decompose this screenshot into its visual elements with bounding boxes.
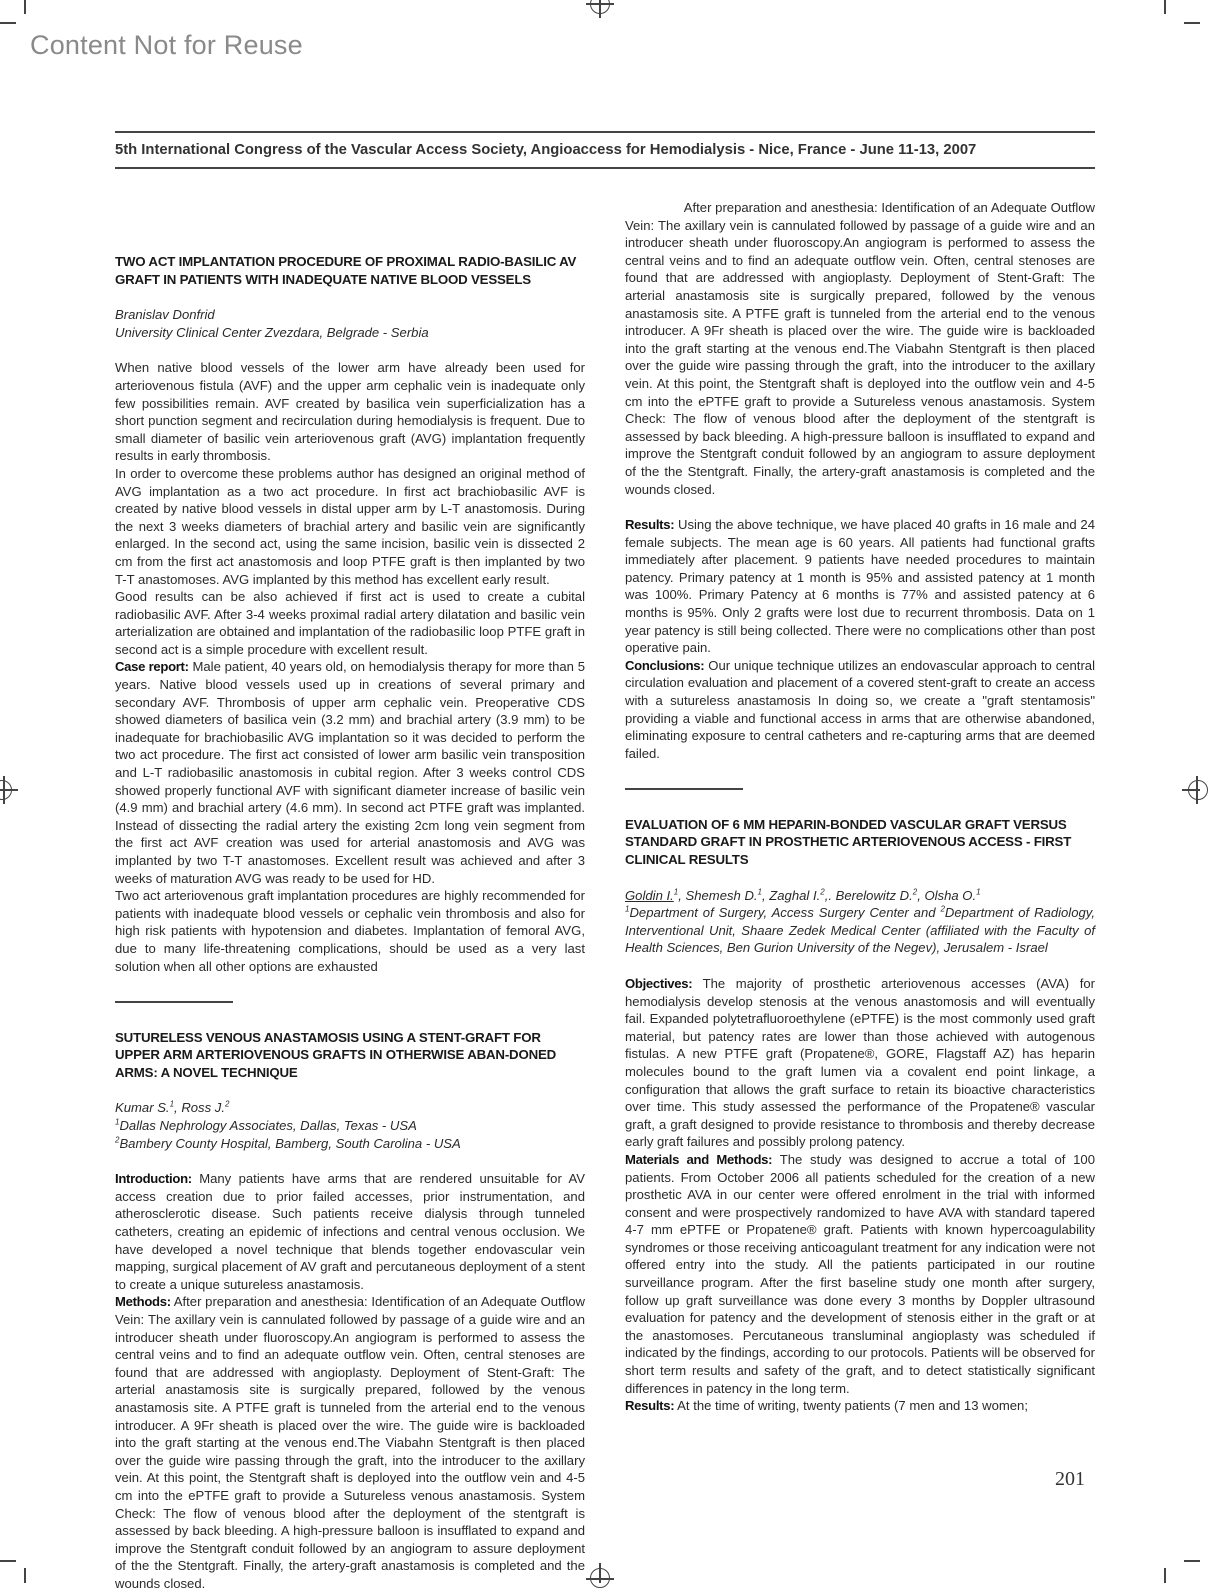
article-authors: Kumar S.$^1$, Ross J.$^2$ [115, 1100, 230, 1116]
section-label: Objectives: [625, 975, 693, 991]
body-paragraph [625, 1151, 1095, 1397]
article-affiliation: University Clinical Center Zvezdara, Belgrade - Serbia [115, 324, 429, 340]
section-text: The majority of prosthetic arteriovenous accesses (AVA) for hemodialysis develop stenosis at the venous anastomosis and will eventually fail. Expanded polytetrafluoroethylene (ePTFE) is the most commonly used graft material, but patency rates are lower than those achieved with autogenous fistulas. A new PTFE graft (Propatene®, GORE, Flagstaff AZ) has heparin molecules bound to the graft lumen via a covalent end point linkage, a configuration that allows the graft surface to retain its bioactive characteristics over time. This study assessed the performance of the Propatene® vascular graft, a graft designed to provide resistance to thrombosis and thereby decrease early graft failures and possibly prolong patency. [625, 975, 1095, 1150]
registration-mark-right [1196, 776, 1198, 804]
crop-mark [1184, 1560, 1200, 1562]
crop-mark [24, 0, 26, 14]
page-number: 201 [1055, 1468, 1085, 1490]
left-column [115, 253, 586, 1591]
registration-mark-top [586, 3, 614, 5]
body-paragraph [115, 1170, 585, 1293]
crop-mark [24, 1568, 26, 1583]
body-paragraph [625, 975, 1095, 1151]
section-label: Case report: [115, 659, 189, 675]
section-text: The study was designed to accrue a total of 100 patients. From October 2006 all patients scheduled for the creation of a new prosthetic AVA in our center were offered enrolment in the trial with informed consent and were prospectively randomized to have AVA with standard tapered 4-7 mm ePTFE or Propatene® graft. Patients with known hypercoagulability syndromes or those receiving anticoagulant treatment for any indication were not offered entry into the study. All the patients participated in our routine surveillance program. After the first baseline study one month after surgery, follow up graft surveillance was done every 3 months by Doppler ultrasound evaluation for patency and the development of stenosis either in the graft or at the anastomoses. Percutaneous transluminal angioplasty was scheduled if indicated by the findings, according to our protocols. Patients will be observed for short term results and safety of the graft, and to detect statistically significant differences in patency in the long term. [625, 1151, 1095, 1396]
article-affiliation: $^1$Dallas Nephrology Associates, Dallas, Texas - USA [115, 1117, 417, 1134]
section-label: Results: [625, 1398, 675, 1414]
body-paragraph [115, 658, 585, 887]
registration-mark-bottom [586, 1578, 614, 1580]
article-authors: Goldin I.$^1$, Shemesh D.$^1$, Zaghal I.$^2$,. Berelowitz D.$^2$, Olsha O.$^1$ [625, 887, 981, 903]
article-title: TWO ACT IMPLANTATION PROCEDURE OF PROXIMAL RADIO-BASILIC AV GRAFT IN PATIENTS WITH INADEQUATE NATIVE BLOOD VESSELS [115, 254, 577, 287]
header-rule-bottom [115, 167, 1095, 169]
body-paragraph [625, 1397, 1095, 1415]
header-rule-top [115, 131, 1095, 133]
body-paragraph [625, 516, 1095, 657]
section-text: Many patients have arms that are rendered unsuitable for AV access creation due to prior failed accesses, prior instrumentation, and atherosclerotic disease. Such patients receive dialysis through tunneled catheters, creating an epidemic of infections and central venous occlusion. We have developed a novel technique that blends together endovascular vein mapping, surgical placement of AV graft and percutaneous deployment of a stent to create a unique sutureless anastamosis. [115, 1171, 585, 1292]
article-separator [625, 788, 743, 790]
section-label: Methods: [115, 1294, 171, 1310]
registration-mark-bottom [599, 1563, 601, 1583]
article-title: SUTURELESS VENOUS ANASTAMOSIS USING A STENT-GRAFT FOR UPPER ARM ARTERIOVENOUS GRAFTS IN OTHERWISE ABAN-DONED ARMS: A NOVEL TECHNIQUE [115, 1029, 557, 1080]
registration-mark-left [3, 776, 5, 804]
article-author: Branislav Donfrid [115, 307, 215, 323]
watermark: Content Not for Reuse [30, 30, 303, 60]
crop-mark [0, 1560, 16, 1562]
section-text: After preparation and anesthesia: Identification of an Adequate Outflow Vein: The axillary vein is cannulated followed by passage of a guide wire and an introducer sheath under fluoroscopy.An angiogram is performed to assess the central veins and to find an adequate outflow vein. Often, central stenoses are found that are addressed with angioplasty. Deployment of Stent-Graft: The arterial anastamosis site is surgically prepared, followed by the venous anastamosis site. A PTFE graft is tunneled from the arterial end to the venous introducer. A 9Fr sheath is placed over the wire. The guide wire is backloaded into the graft starting at the venous end.The Viabahn Stentgraft is then placed over the guide wire passing through the graft, into the introducer to the axillary vein. At this point, the Stentgraft shaft is deployed into the outflow vein and 4-5 cm into the ePTFE graft to provide a Sutureless venous anastamosis. System Check: The flow of venous blood after the deployment of the stentgraft is assessed by back bleeding. A high-pressure balloon is insufflated to expand and improve the Stentgraft conduit followed by an angiogram to assure deployment of the the Stentgraft. Finally, the artery-graft anastamosis is completed and the wounds closed. [115, 1294, 585, 1591]
section-text: Male patient, 40 years old, on hemodialysis therapy for more than 5 years. Native blood vessels used up in creations of several primary and secondary AVF. Thrombosis of upper arm cephalic vein. Preoperative CDS showed diameters of basilica vein (3.2 mm) and brachial artery (3.9 mm) to be inadequate for brachiobasilic AVG implantation so it was decided to perform the two act procedure. The first act consisted of lower arm basilic vein transposition and L-T radiobasilic anastomosis in cubital region. After 3 weeks control CDS showed properly functional AVF with significant diameter increase of basilic vein (4.9 mm) and brachial artery (4.6 mm). In second act PTFE graft was implanted. Instead of dissecting the radial artery the existing 2cm long vein segment from the first act AVF creation was used for arterial anastomosis and AVG was implanted by two T-T anastomoses. Excellent result was achieved and after 3 weeks of maturation AVG was ready to be used for HD. [115, 659, 586, 886]
article-affiliation: $^2$Bambery County Hospital, Bamberg, South Carolina - USA [115, 1135, 461, 1151]
body-paragraph: When native blood vessels of the lower arm have already been used for arteriovenous fistula (AVF) and the upper arm cephalic vein is inadequate only few possibilities remain. AVF created by basilica vein superficialization has a short punction segment and recirculation during hemodialysis is frequent. Due to small diameter of basilic vein arteriovenous graft (AVG) implantation frequently results in early thrombosis. [115, 360, 585, 464]
section-text: Our unique technique utilizes an endovascular approach to central circulation evaluation and placement of a covered stent-graft to create an access with a sutureless anastamosis In doing so, we create a "graft stentamosis" providing a viable and functional access in arms that are otherwise abandoned, eliminating exposure to central catheters and re-capturing arms that are deemed failed. [625, 657, 1095, 761]
article-separator [115, 1001, 233, 1003]
article-title: EVALUATION OF 6 MM HEPARIN-BONDED VASCULAR GRAFT VERSUS STANDARD GRAFT IN PROSTHETIC ARTERIOVENOUS ACCESS - FIRST CLINICAL RESULTS [625, 816, 1072, 867]
body-paragraph: In order to overcome these problems author has designed an original method of AVG implantation as a two act procedure. In first act brachiobasilic AVF is created by native blood vessels in distal upper arm by L-T anastomosis. During the next 3 weeks diameters of brachial artery and basilic vein are significantly enlarged. In the second act, using the same incision, basilic vein is dissected 2 cm from the first act anastomosis and loop PTFE graft is then implanted by two T-T anastomoses. AVG implanted by this method has excellent early result. [115, 465, 585, 587]
body-paragraph: Two act arteriovenous graft implantation procedures are highly recommended for patients with inadequate blood vessels or cephalic vein thrombosis and also for high risk patients with hypotension and diabetes. Implantation of femoral AVG, due to many life-threatening complications, should be used as a very last solution when all other options are exhausted [115, 888, 585, 974]
running-head: 5th International Congress of the Vascular Access Society, Angioaccess for Hemodialysis - Nice, France - June 11-13, 2007 [115, 142, 977, 158]
crop-mark [1164, 0, 1166, 14]
crop-mark [1164, 1568, 1166, 1583]
article-affiliation: $^1$Department of Surgery, Access Surgery Center and $^2$Department of Radiology, Interventional Unit, Shaare Zedek Medical Center (affiliated with the Faculty of Health Sciences, Ben Gurion University of the Negev), Jerusalem - Israel [625, 904, 1095, 956]
section-label: Results: [625, 517, 675, 532]
crop-mark [0, 22, 16, 24]
body-paragraph: Good results can be also achieved if first act is used to create a cubital radiobasilic AVF. After 3-4 weeks proximal radial artery dilatation and basilic vein arterialization are obtained and implantation of the radiobasilic loop PTFE graft in second act is a simple procedure with excellent result. [115, 589, 585, 657]
section-text: At the time of writing, twenty patients (7 men and 13 women; [674, 1398, 1028, 1414]
section-label: Introduction: [115, 1171, 192, 1187]
section-text: Using the above technique, we have placed 40 grafts in 16 male and 24 female subjects. The mean age is 60 years. All patients had functional grafts immediately after placement. 9 patients have needed procedures to maintain patency. Primary patency at 1 month is 95% and assisted patency at 1 month was 100%. Primary Patency at 6 months is 77% and assisted patency at 6 months is 95%. Only 2 grafts were lost due to recurrent thrombosis. Data on 1 year patency is still being collected. There were no complications other than post operative pain. [625, 517, 1095, 656]
section-label: Materials and Methods: [625, 1151, 773, 1167]
continued-methods: After preparation and anesthesia: Identification of an Adequate Outflow Vein: The axillary vein is cannulated followed by passage of a guide wire and an introducer sheath under fluoroscopy.An angiogram is performed to assess the central veins and to find an adequate outflow vein. Often, central stenoses are found that are addressed with angioplasty. Deployment of Stent-Graft: The arterial anastamosis site is surgically prepared, followed by the venous anastamosis site. A PTFE graft is tunneled from the arterial end to the venous introducer. A 9Fr sheath is placed over the wire. The guide wire is backloaded into the graft starting at the venous end.The Viabahn Stentgraft is then placed over the guide wire passing through the graft, into the introducer to the axillary vein. At this point, the Stentgraft shaft is deployed into the outflow vein and 4-5 cm into the ePTFE graft to provide a Sutureless venous anastamosis. System Check: The flow of venous blood after the deployment of the stentgraft is assessed by back bleeding. A high-pressure balloon is insufflated to expand and improve the Stentgraft conduit followed by an angiogram to assure deployment of the the Stentgraft. Finally, the artery-graft anastamosis is completed and the wounds closed. [625, 200, 1095, 497]
body-paragraph [625, 657, 1095, 763]
crop-mark [1184, 22, 1200, 24]
right-column [625, 200, 1095, 1415]
section-label: Conclusions: [625, 657, 705, 673]
body-paragraph [115, 1293, 585, 1591]
